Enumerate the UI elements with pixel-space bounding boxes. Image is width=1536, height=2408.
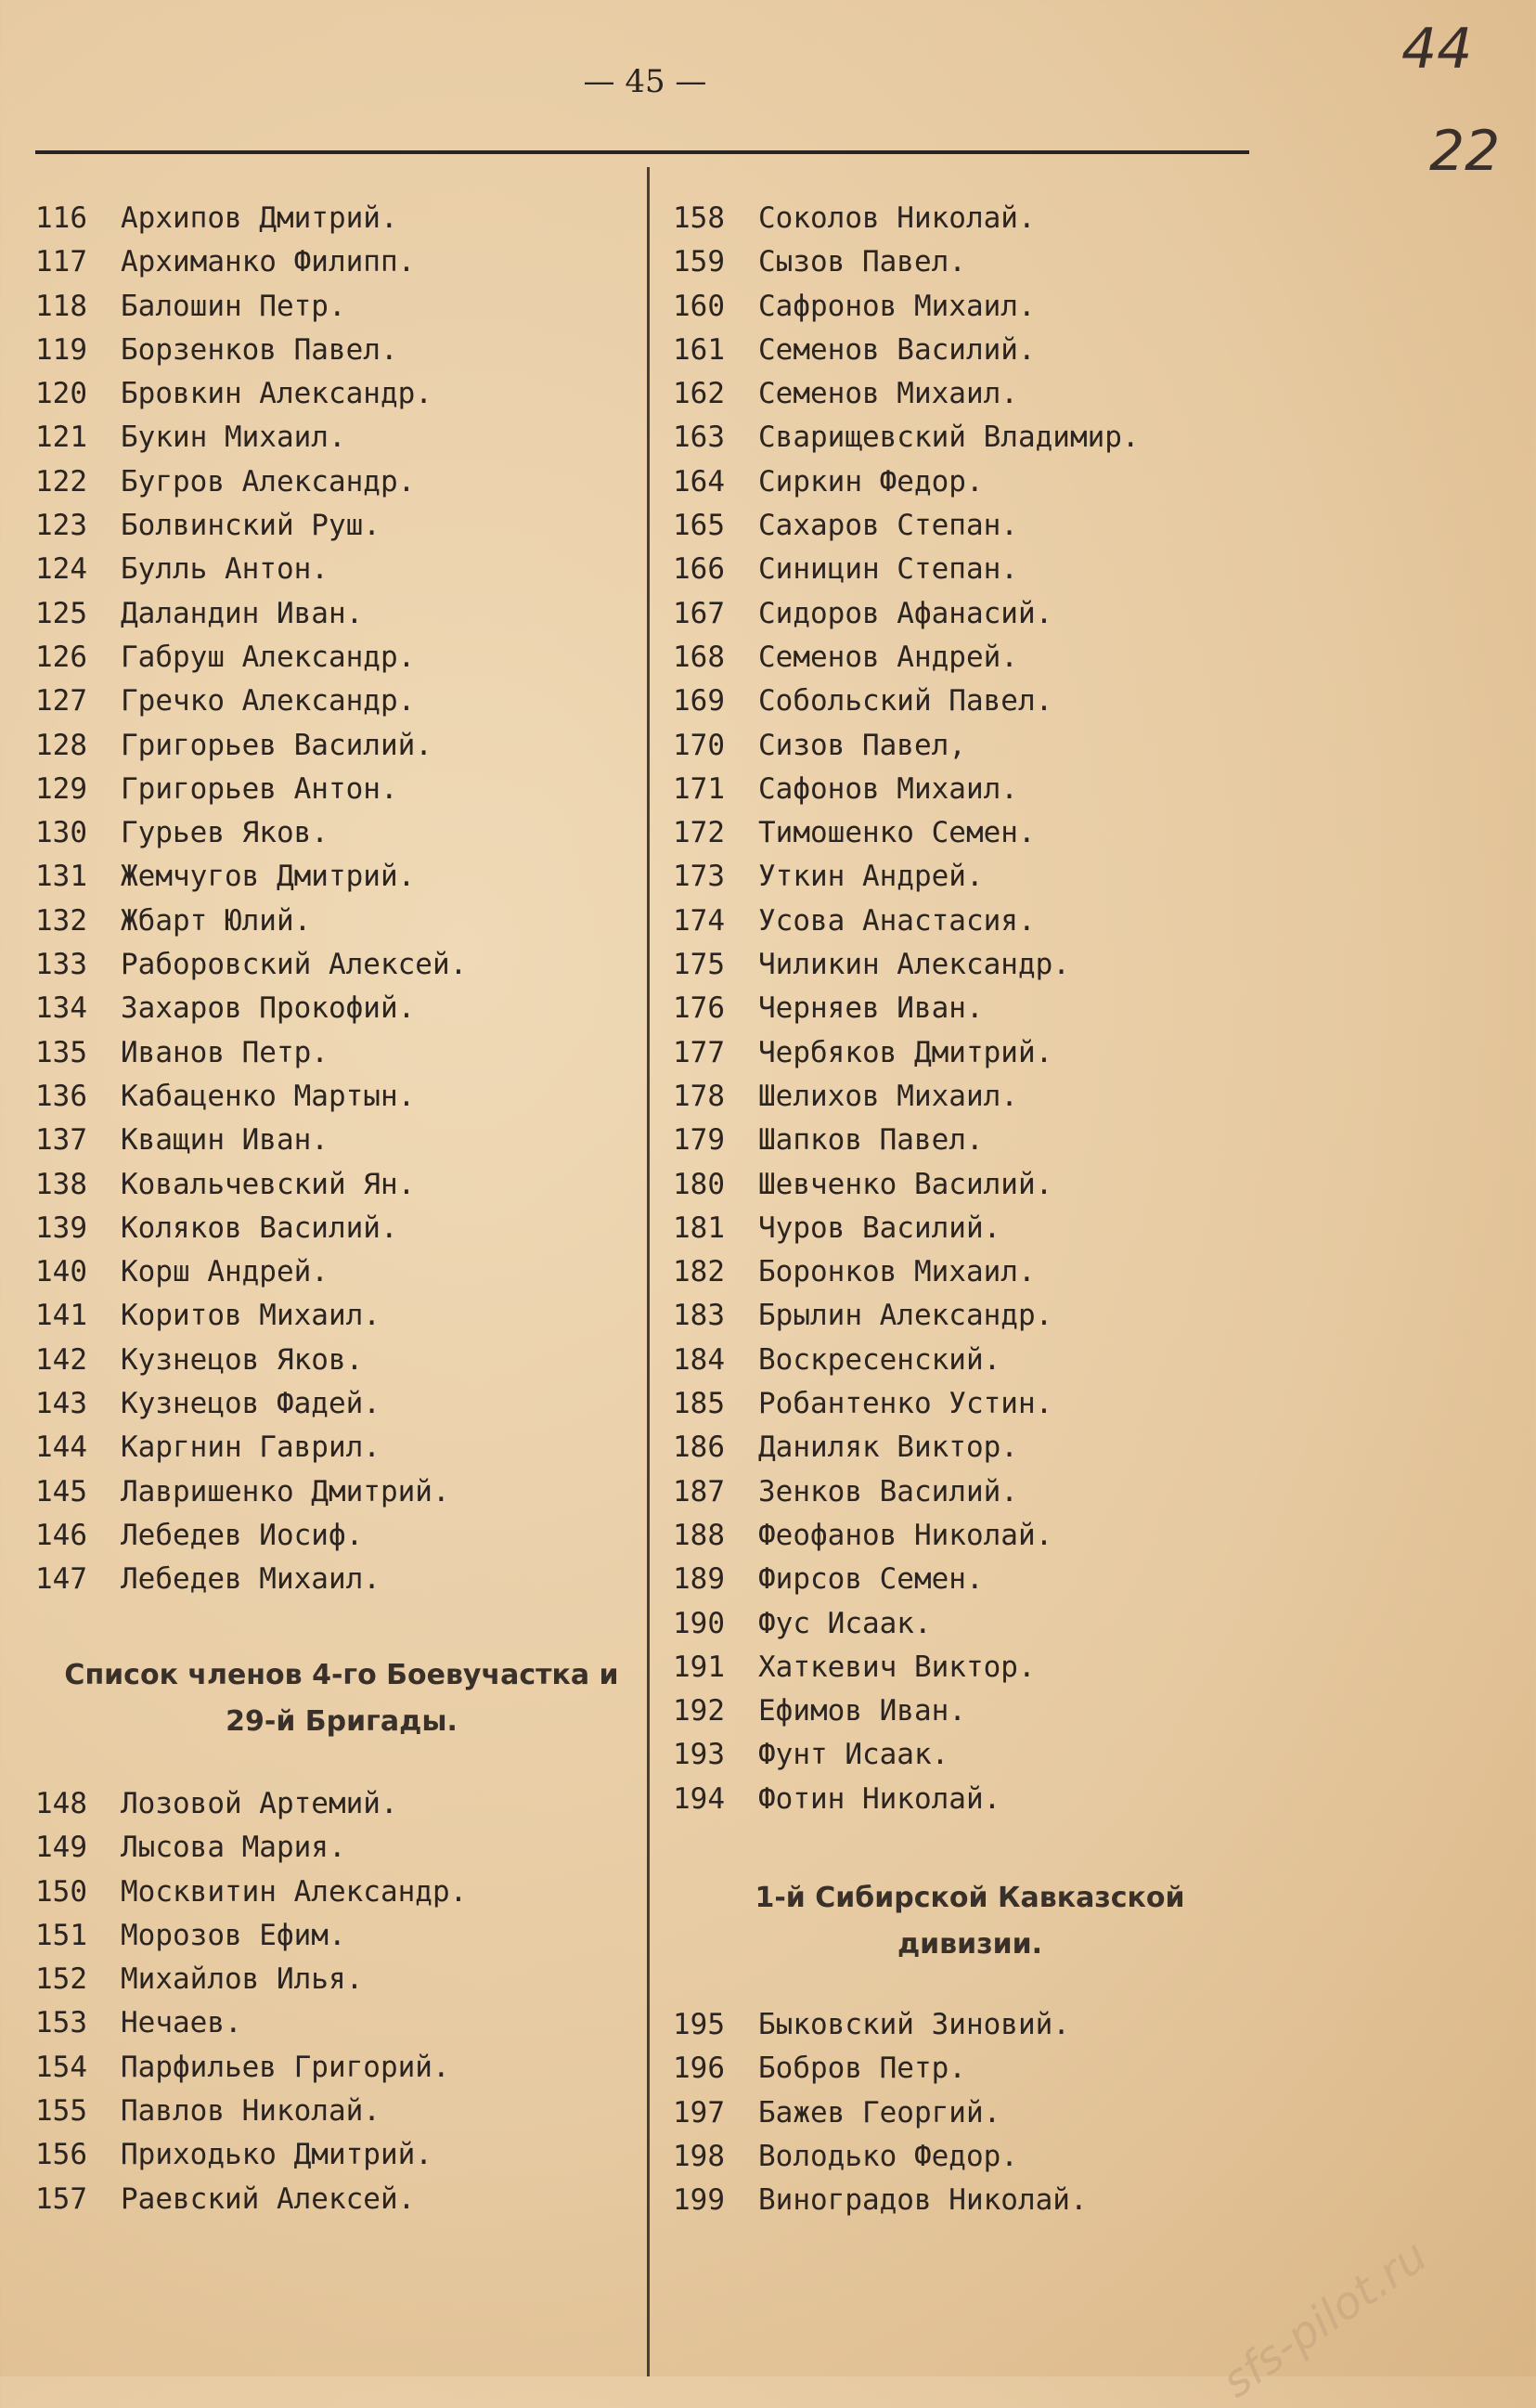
entry-name: Соколов Николай.	[758, 201, 1036, 235]
list-item	[35, 240, 639, 284]
entry-number: 152	[35, 1962, 87, 1997]
entry-name: Лавришенко Дмитрий.	[121, 1474, 450, 1508]
list-item	[35, 1782, 639, 1826]
entry-name: Усова Анастасия.	[758, 903, 1036, 938]
entry-name: Кузнецов Яков.	[121, 1342, 364, 1377]
entry-number: 172	[673, 816, 725, 850]
entry-name: Коляков Василий.	[121, 1210, 398, 1245]
entry-number: 191	[673, 1650, 725, 1684]
entry-number: 183	[673, 1299, 725, 1333]
list-item	[35, 2046, 639, 2090]
entry-name: Бугров Александр.	[121, 464, 416, 498]
entry-number: 173	[673, 860, 725, 894]
entry-number: 182	[673, 1255, 725, 1289]
entry-number: 171	[673, 771, 725, 806]
list-item	[35, 2001, 639, 2045]
entry-number: 177	[673, 1035, 725, 1069]
list-item	[35, 548, 639, 591]
entry-name: Григорьев Антон.	[121, 771, 398, 806]
entry-number: 139	[35, 1210, 87, 1245]
entry-number: 131	[35, 860, 87, 894]
entry-name: Сафронов Михаил.	[758, 289, 1036, 323]
entry-number: 185	[673, 1387, 725, 1421]
entry-name: Черняев Иван.	[758, 991, 984, 1026]
entry-number: 187	[673, 1474, 725, 1508]
entry-name: Архипов Дмитрий.	[121, 201, 398, 235]
entry-name: Ефимов Иван.	[758, 1694, 966, 1728]
entry-name: Чуров Василий.	[758, 1210, 1001, 1245]
entry-number: 140	[35, 1255, 87, 1289]
entry-name: Шелихов Михаил.	[758, 1079, 1018, 1113]
list-item	[673, 416, 1267, 460]
list-item	[673, 372, 1267, 416]
list-item	[35, 285, 639, 329]
entry-number: 138	[35, 1167, 87, 1201]
list-item	[35, 724, 639, 768]
entry-name: Захаров Прокофий.	[121, 991, 416, 1026]
entry-number: 163	[673, 421, 725, 455]
list-item	[35, 943, 639, 987]
entry-name: Габруш Александр.	[121, 640, 416, 674]
entry-number: 143	[35, 1387, 87, 1421]
list-item	[673, 548, 1267, 591]
list-item	[35, 900, 639, 943]
section-heading-line: дивизии.	[897, 1928, 1043, 1961]
entry-number: 144	[35, 1431, 87, 1465]
list-item	[35, 1031, 639, 1075]
list-item	[673, 1689, 1267, 1733]
list-item	[35, 636, 639, 680]
entry-number: 149	[35, 1831, 87, 1865]
entry-name: Балошин Петр.	[121, 289, 346, 323]
list-item	[35, 1075, 639, 1119]
entry-number: 156	[35, 2138, 87, 2172]
list-item	[35, 1558, 639, 1601]
entry-number: 176	[673, 991, 725, 1026]
entry-number: 130	[35, 816, 87, 850]
entry-name: Иванов Петр.	[121, 1035, 329, 1069]
list-item	[35, 592, 639, 636]
list-item	[35, 1339, 639, 1382]
entry-number: 194	[673, 1781, 725, 1816]
division-section-heading	[673, 1875, 1267, 1968]
entry-number: 132	[35, 903, 87, 938]
entry-name: Хаткевич Виктор.	[758, 1650, 1036, 1684]
entry-number: 190	[673, 1606, 725, 1640]
entry-number: 150	[35, 1874, 87, 1909]
entry-number: 188	[673, 1518, 725, 1552]
entry-name: Сахаров Степан.	[758, 509, 1018, 543]
list-item	[35, 2133, 639, 2177]
list-item	[673, 2135, 1267, 2179]
list-item	[673, 1163, 1267, 1207]
entry-name: Жбарт Юлий.	[121, 903, 312, 938]
list-item	[673, 1514, 1267, 1558]
entry-number: 129	[35, 771, 87, 806]
entry-number: 121	[35, 421, 87, 455]
entry-number: 127	[35, 684, 87, 719]
list-item	[673, 1778, 1267, 1821]
entry-number: 153	[35, 2006, 87, 2040]
list-item	[673, 1339, 1267, 1382]
entry-name: Архиманко Филипп.	[121, 245, 416, 279]
entry-number: 178	[673, 1079, 725, 1113]
list-item	[673, 1294, 1267, 1338]
list-item	[673, 285, 1267, 329]
entry-number: 162	[673, 377, 725, 411]
entry-name: Раборовский Алексей.	[121, 948, 468, 982]
list-item	[673, 768, 1267, 811]
entry-number: 155	[35, 2094, 87, 2129]
entry-number: 126	[35, 640, 87, 674]
entry-name: Москвитин Александр.	[121, 1874, 468, 1909]
entry-number: 170	[673, 728, 725, 762]
entry-number: 154	[35, 2050, 87, 2084]
list-item	[673, 2047, 1267, 2091]
entry-name: Приходько Дмитрий.	[121, 2138, 432, 2172]
entry-name: Фунт Исаак.	[758, 1738, 949, 1772]
entry-name: Лебедев Михаил.	[121, 1562, 381, 1597]
list-item	[673, 1075, 1267, 1119]
entry-number: 133	[35, 948, 87, 982]
entry-name: Семенов Михаил.	[758, 377, 1018, 411]
list-item	[35, 1163, 639, 1207]
entry-name: Нечаев.	[121, 2006, 242, 2040]
entry-number: 199	[673, 2183, 725, 2218]
list-item	[673, 2091, 1267, 2135]
entry-name: Чербяков Дмитрий.	[758, 1035, 1053, 1069]
list-item	[35, 197, 639, 240]
entry-number: 146	[35, 1518, 87, 1552]
entry-number: 136	[35, 1079, 87, 1113]
list-item	[35, 1250, 639, 1294]
entry-number: 142	[35, 1342, 87, 1377]
entry-number: 195	[673, 2008, 725, 2041]
entry-name: Собольский Павел.	[758, 684, 1053, 719]
entry-number: 148	[35, 1787, 87, 1820]
entry-name: Шевченко Василий.	[758, 1167, 1053, 1201]
entry-name: Болвинский Руш.	[121, 509, 381, 543]
list-item	[673, 1207, 1267, 1250]
entry-name: Лозовой Артемий.	[121, 1787, 398, 1820]
entry-number: 166	[673, 552, 725, 587]
list-item	[673, 1602, 1267, 1646]
list-item	[35, 811, 639, 855]
page-number: — 45 —	[583, 63, 707, 100]
list-item	[35, 1826, 639, 1870]
entry-name: Сафонов Михаил.	[758, 771, 1018, 806]
list-item	[35, 1958, 639, 2001]
list-item	[673, 1119, 1267, 1162]
entry-name: Букин Михаил.	[121, 421, 346, 455]
entry-number: 186	[673, 1431, 725, 1465]
column-divider	[647, 167, 650, 2376]
entry-name: Робантенко Устин.	[758, 1387, 1053, 1421]
entry-number: 198	[673, 2139, 725, 2173]
entry-number: 158	[673, 201, 725, 235]
entry-number: 137	[35, 1123, 87, 1158]
entry-number: 125	[35, 596, 87, 630]
list-item	[35, 680, 639, 723]
entry-name: Корш Андрей.	[121, 1255, 329, 1289]
entry-number: 181	[673, 1210, 725, 1245]
list-item	[673, 680, 1267, 723]
list-item	[673, 1470, 1267, 1514]
entry-number: 151	[35, 1918, 87, 1952]
list-item	[673, 943, 1267, 987]
entry-number: 141	[35, 1299, 87, 1333]
header-rule	[35, 150, 1249, 154]
section-heading-line: Список членов 4-го Боевучастка и	[64, 1659, 619, 1691]
entry-name: Фус Исаак.	[758, 1606, 932, 1640]
entry-name: Кващин Иван.	[121, 1123, 329, 1158]
entry-name: Булль Антон.	[121, 552, 329, 587]
entry-name: Лебедев Иосиф.	[121, 1518, 364, 1552]
entry-number: 145	[35, 1474, 87, 1508]
list-item	[35, 768, 639, 811]
entry-name: Павлов Николай.	[121, 2094, 381, 2129]
entry-name: Фирсов Семен.	[758, 1562, 984, 1597]
entry-number: 175	[673, 948, 725, 982]
entry-number: 174	[673, 903, 725, 938]
list-item	[673, 1031, 1267, 1075]
entry-name: Семенов Василий.	[758, 332, 1036, 367]
entry-number: 119	[35, 332, 87, 367]
list-item	[673, 329, 1267, 372]
entry-name: Сидоров Афанасий.	[758, 596, 1053, 630]
list-item	[673, 1733, 1267, 1777]
list-item	[35, 1294, 639, 1338]
entry-name: Бровкин Александр.	[121, 377, 432, 411]
entry-number: 118	[35, 289, 87, 323]
entry-number: 116	[35, 201, 87, 235]
list-item	[673, 1250, 1267, 1294]
entry-number: 167	[673, 596, 725, 630]
handwritten-sheet-mark: 22	[1429, 119, 1501, 184]
entry-number: 134	[35, 991, 87, 1026]
list-item	[673, 504, 1267, 548]
entry-number: 189	[673, 1562, 725, 1597]
entry-name: Уткин Андрей.	[758, 860, 984, 894]
entry-number: 165	[673, 509, 725, 543]
list-item	[673, 1646, 1267, 1689]
list-item	[35, 329, 639, 372]
entry-name: Володько Федор.	[758, 2139, 1018, 2173]
list-item	[35, 504, 639, 548]
entry-name: Виноградов Николай.	[758, 2183, 1088, 2218]
right-name-list	[673, 197, 1267, 1821]
entry-number: 117	[35, 245, 87, 279]
entry-number: 193	[673, 1738, 725, 1772]
entry-name: Чиликин Александр.	[758, 948, 1070, 982]
entry-number: 196	[673, 2052, 725, 2086]
entry-name: Гречко Александр.	[121, 684, 416, 719]
entry-number: 135	[35, 1035, 87, 1069]
entry-name: Воскресенский.	[758, 1342, 1001, 1377]
entry-number: 164	[673, 464, 725, 498]
entry-name: Сварищевский Владимир.	[758, 421, 1140, 455]
entry-number: 168	[673, 640, 725, 674]
entry-name: Каргнин Гаврил.	[121, 1431, 381, 1465]
list-item	[673, 724, 1267, 768]
section-heading-line: 1-й Сибирской Кавказской	[755, 1882, 1185, 1914]
list-item	[673, 636, 1267, 680]
list-item	[673, 1558, 1267, 1601]
entry-number: 192	[673, 1694, 725, 1728]
list-item	[673, 987, 1267, 1030]
list-item	[673, 240, 1267, 284]
entry-number: 120	[35, 377, 87, 411]
list-item	[35, 987, 639, 1030]
entry-name: Ковальчевский Ян.	[121, 1167, 416, 1201]
entry-name: Лысова Мария.	[121, 1831, 346, 1865]
list-item	[35, 416, 639, 460]
entry-name: Жемчугов Дмитрий.	[121, 860, 416, 894]
entry-name: Боронков Михаил.	[758, 1255, 1036, 1289]
list-item	[35, 1382, 639, 1426]
entry-number: 197	[673, 2095, 725, 2130]
division-name-list	[673, 2003, 1267, 2222]
entry-name: Фотин Николай.	[758, 1781, 1001, 1816]
list-item	[35, 1426, 639, 1469]
entry-name: Кабаценко Мартын.	[121, 1079, 416, 1113]
list-item	[673, 197, 1267, 240]
entry-number: 161	[673, 332, 725, 367]
entry-name: Даниляк Виктор.	[758, 1431, 1018, 1465]
entry-name: Григорьев Василий.	[121, 728, 432, 762]
entry-number: 159	[673, 245, 725, 279]
left-name-list	[35, 197, 639, 1602]
list-item	[673, 2003, 1267, 2047]
list-item	[35, 372, 639, 416]
entry-name: Семенов Андрей.	[758, 640, 1018, 674]
list-item	[35, 1871, 639, 1914]
entry-name: Тимошенко Семен.	[758, 816, 1036, 850]
entry-number: 160	[673, 289, 725, 323]
entry-name: Феофанов Николай.	[758, 1518, 1053, 1552]
entry-name: Парфильев Григорий.	[121, 2050, 450, 2084]
entry-number: 180	[673, 1167, 725, 1201]
list-item	[35, 2090, 639, 2133]
entry-number: 123	[35, 509, 87, 543]
entry-name: Сизов Павел,	[758, 728, 966, 762]
list-item	[35, 1914, 639, 1958]
list-item	[673, 855, 1267, 899]
list-item	[673, 592, 1267, 636]
entry-name: Брылин Александр.	[758, 1299, 1053, 1333]
list-item	[673, 1382, 1267, 1426]
list-item	[673, 811, 1267, 855]
brigade-section-heading	[35, 1652, 648, 1745]
list-item	[35, 1119, 639, 1162]
list-item	[35, 1207, 639, 1250]
entry-name: Синицин Степан.	[758, 552, 1018, 587]
entry-name: Быковский Зиновий.	[758, 2008, 1070, 2041]
watermark: sfs-pilot.ru	[1212, 2229, 1437, 2408]
list-item	[35, 2178, 639, 2221]
list-item	[673, 2179, 1267, 2222]
list-item	[673, 460, 1267, 504]
entry-number: 169	[673, 684, 725, 719]
list-item	[35, 1514, 639, 1558]
entry-name: Сызов Павел.	[758, 245, 966, 279]
entry-number: 124	[35, 552, 87, 587]
entry-number: 157	[35, 2181, 87, 2216]
entry-number: 179	[673, 1123, 725, 1158]
brigade-name-list	[35, 1782, 639, 2221]
entry-name: Бажев Георгий.	[758, 2095, 1001, 2130]
list-item	[35, 460, 639, 504]
list-item	[673, 900, 1267, 943]
entry-name: Бобров Петр.	[758, 2052, 966, 2086]
entry-name: Сиркин Федор.	[758, 464, 984, 498]
entry-name: Кузнецов Фадей.	[121, 1387, 381, 1421]
entry-number: 147	[35, 1562, 87, 1597]
list-item	[673, 1426, 1267, 1469]
entry-name: Зенков Василий.	[758, 1474, 1018, 1508]
entry-name: Гурьев Яков.	[121, 816, 329, 850]
entry-number: 122	[35, 464, 87, 498]
entry-name: Раевский Алексей.	[121, 2181, 416, 2216]
list-item	[35, 855, 639, 899]
entry-name: Даландин Иван.	[121, 596, 364, 630]
entry-number: 184	[673, 1342, 725, 1377]
entry-number: 128	[35, 728, 87, 762]
entry-name: Михайлов Илья.	[121, 1962, 364, 1997]
handwritten-page-mark: 44	[1401, 17, 1473, 82]
entry-name: Шапков Павел.	[758, 1123, 984, 1158]
section-heading-line: 29-й Бригады.	[226, 1705, 458, 1738]
list-item	[35, 1470, 639, 1514]
entry-name: Морозов Ефим.	[121, 1918, 346, 1952]
entry-name: Борзенков Павел.	[121, 332, 398, 367]
entry-name: Коритов Михаил.	[121, 1299, 381, 1333]
